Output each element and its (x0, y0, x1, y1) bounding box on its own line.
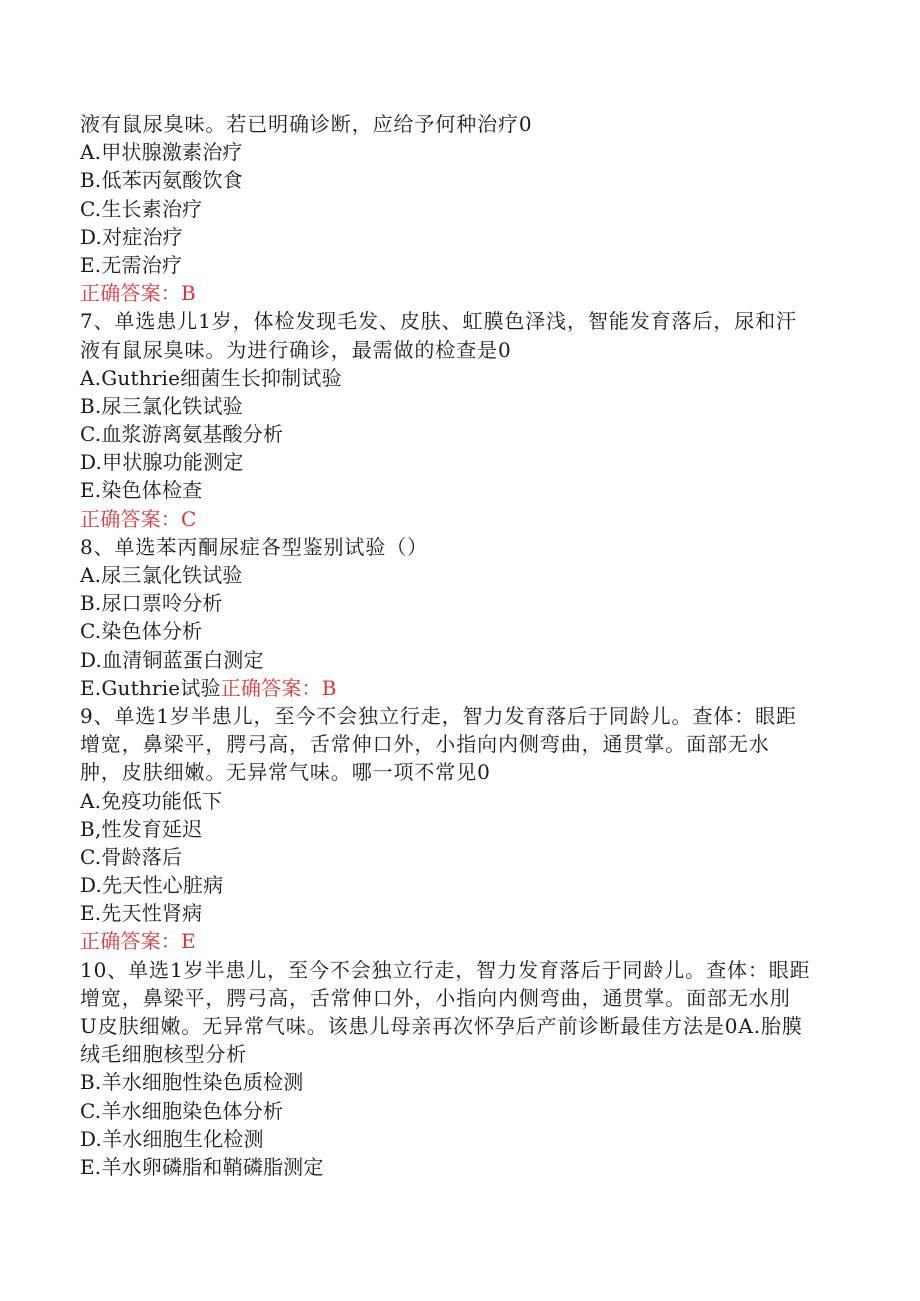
q6-option-e: E.无需治疗 (80, 252, 183, 277)
q9-option-d: D.先天性心脏病 (80, 873, 224, 898)
q9-stem-line-1: 9、单选1岁半患儿，至今不会独立行走，智力发育落后于同龄儿。查体：眼距 (80, 703, 797, 728)
q7-option-b: B.尿三氯化铁试验 (80, 393, 243, 418)
q8-answer: 正确答案：B (220, 675, 337, 700)
q8-option-a: A.尿三氯化铁试验 (80, 563, 243, 587)
q10-option-b: B.羊水细胞性染色质检测 (80, 1070, 304, 1095)
q6-option-a: A.甲状腺激素治疗 (80, 140, 243, 165)
q7-stem-line-2: 液有鼠尿臭味。为进行确诊，最需做的检查是0 (80, 337, 512, 362)
q8-option-e: E.Guthrie试验 (80, 675, 221, 700)
q6-answer: 正确答案：B (80, 281, 196, 306)
q8-option-b: B.尿口票呤分析 (80, 591, 223, 616)
q7-option-a: A.Guthrie细菌生长抑制试验 (80, 365, 342, 390)
q7-answer: 正确答案：C (80, 506, 197, 531)
q6-option-d: D.对症治疗 (80, 224, 183, 249)
q6-option-b: B.低苯丙氨酸饮食 (80, 168, 243, 193)
q7-option-c: C.血浆游离氨基酸分析 (80, 422, 284, 447)
q9-answer: 正确答案：E (80, 929, 196, 954)
q10-option-c: C.羊水细胞染色体分析 (80, 1098, 284, 1123)
q10-option-d: D.羊水细胞生化检测 (80, 1126, 264, 1151)
q8-option-e-line (80, 674, 840, 702)
q9-option-c: C.骨龄落后 (80, 844, 183, 869)
q10-stem-line-1: 10、单选1岁半患儿，至今不会独立行走，智力发育落后于同龄儿。查体：眼距 (80, 957, 811, 982)
q10-stem-line-2: 增宽，鼻梁平，腭弓高，舌常伸口外，小指向内侧弯曲，通贯掌。面部无水刖 (80, 985, 791, 1010)
q6-stem-tail: 液有鼠尿臭味。若已明确诊断，应给予何种治疗0 (80, 112, 533, 136)
q10-stem-line-3: U皮肤细嫩。无异常气味。该患儿母亲再次怀孕后产前诊断最佳方法是0A.胎膜 (80, 1014, 803, 1038)
q10-option-e: E.羊水卵磷脂和鞘磷脂测定 (80, 1154, 324, 1179)
q9-stem-line-2: 增宽，鼻梁平，腭弓高，舌常伸口外，小指向内侧弯曲，通贯掌。面部无水 (80, 732, 770, 757)
q8-option-d: D.血清铜蓝蛋白测定 (80, 647, 264, 672)
q7-option-e: E.染色体检查 (80, 478, 203, 503)
q8-stem-line-1: 8、单选苯丙酮尿症各型鉴别试验（） (80, 534, 429, 559)
q9-option-e: E.先天性肾病 (80, 901, 203, 926)
q9-option-a: A.免疫功能低下 (80, 788, 223, 813)
q6-option-c: C.生长素治疗 (80, 196, 203, 221)
q7-option-d: D.甲状腺功能测定 (80, 450, 244, 475)
q9-option-b: B,性发育延迟 (80, 816, 203, 841)
q10-stem-line-4: 绒毛细胞核型分析 (80, 1042, 248, 1067)
q8-option-c: C.染色体分析 (80, 619, 203, 644)
q9-stem-line-3: 肿，皮肤细嫩。无异常气味。哪一项不常见0 (80, 760, 491, 785)
q7-stem-line-1: 7、单选患儿1岁，体检发现毛发、皮肤、虹膜色泽浅，智能发育落后，尿和汗 (80, 309, 797, 334)
document-page (80, 110, 840, 1181)
